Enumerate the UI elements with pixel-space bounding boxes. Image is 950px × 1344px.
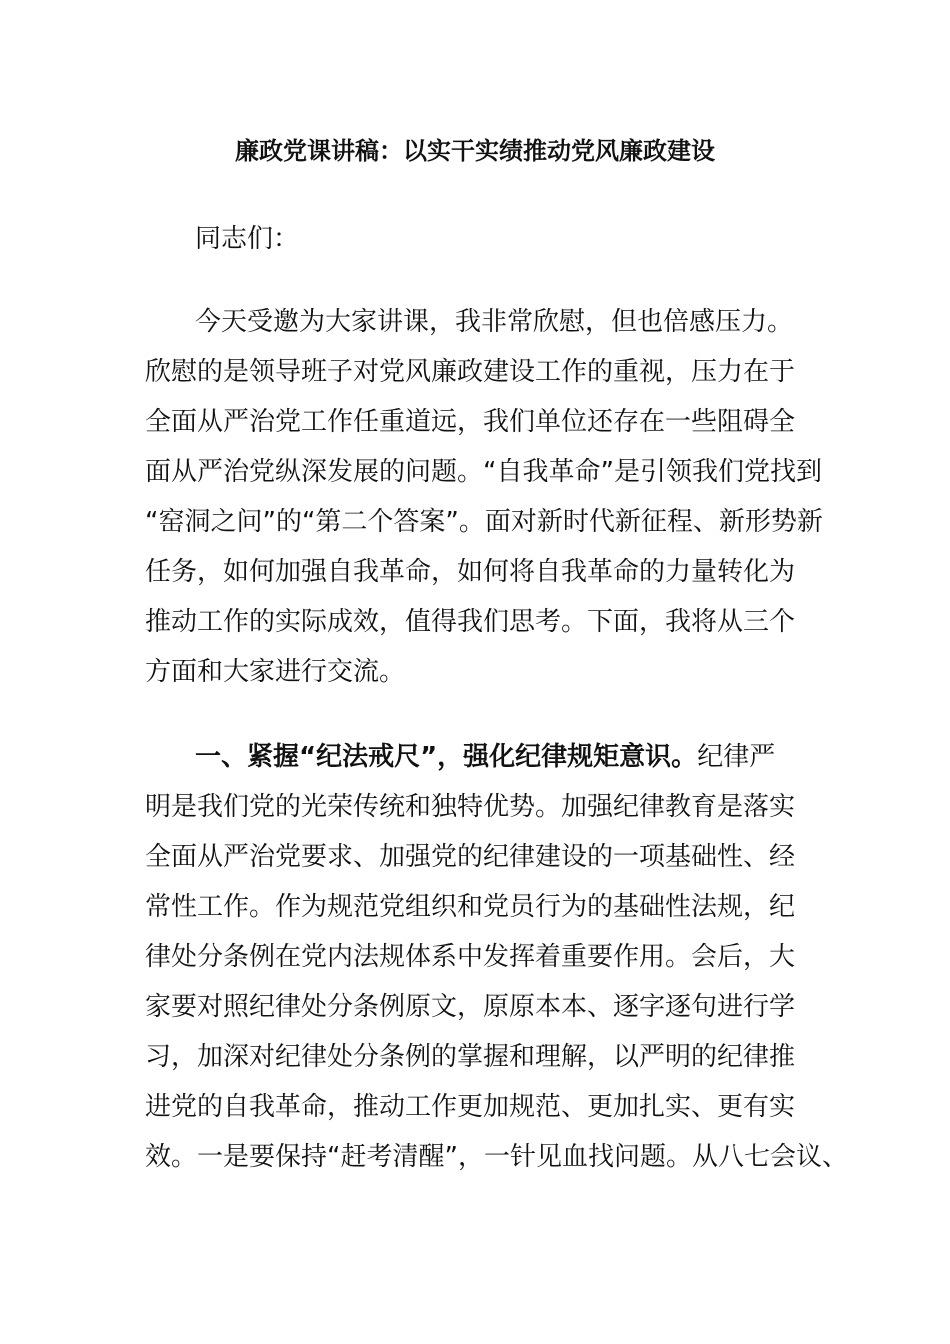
section1-line-3: 全面从严治党要求、加强党的纪律建设的一项基础性、经 (145, 842, 796, 872)
intro-line-7: 推动工作的实际成效，值得我们思考。下面，我将从三个 (145, 607, 796, 637)
section1-line-8: 进党的自我革命，推动工作更加规范、更加扎实、更有实 (145, 1092, 796, 1122)
intro-line-8: 方面和大家进行交流。 (145, 657, 406, 687)
intro-line-6: 任务，如何加强自我革命，如何将自我革命的力量转化为 (145, 557, 796, 587)
section1-line-7: 习，加深对纪律处分条例的掌握和理解，以严明的纪律推 (145, 1042, 796, 1072)
document-title: 廉政党课讲稿：以实干实绩推动党风廉政建设 (235, 137, 715, 165)
intro-line-2: 欣慰的是领导班子对党风廉政建设工作的重视，压力在于 (145, 357, 796, 387)
intro-line-4: 面从严治党纵深发展的问题。“自我革命”是引领我们党找到 (145, 457, 822, 487)
section1-line-2: 明是我们党的光荣传统和独特优势。加强纪律教育是落实 (145, 792, 796, 822)
intro-line-5: “窑洞之问”的“第二个答案”。面对新时代新征程、新形势新 (145, 507, 823, 537)
section1-heading: 一、紧握“纪法戒尺”，强化纪律规矩意识。 (195, 742, 698, 772)
section1-first-line-rest: 纪律严 (697, 742, 776, 772)
section1-line-6: 家要对照纪律处分条例原文，原原本本、逐字逐句进行学 (145, 992, 796, 1022)
intro-line-3: 全面从严治党工作任重道远，我们单位还存在一些阻碍全 (145, 407, 796, 437)
greeting: 同志们： (195, 224, 300, 254)
section1-line-4: 常性工作。作为规范党组织和党员行为的基础性法规，纪 (145, 892, 796, 922)
section1-line-9: 效。一是要保持“赶考清醒”，一针见血找问题。从八七会议、 (145, 1142, 848, 1172)
section1-line-5: 律处分条例在党内法规体系中发挥着重要作用。会后，大 (145, 942, 796, 972)
intro-line-1: 今天受邀为大家讲课，我非常欣慰，但也倍感压力。 (195, 307, 794, 337)
section1-first-line (195, 740, 775, 774)
